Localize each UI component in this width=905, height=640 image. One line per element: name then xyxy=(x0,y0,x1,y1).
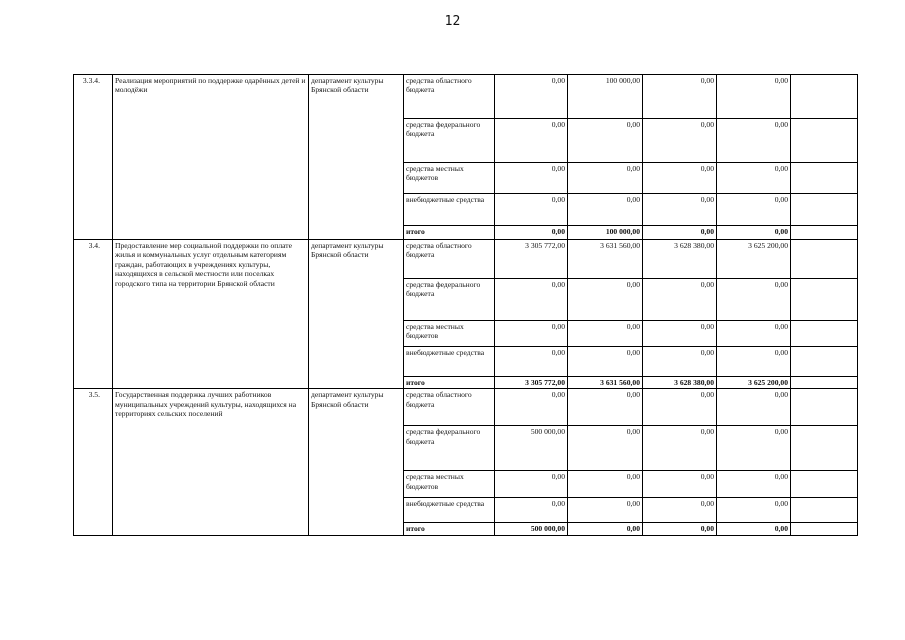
empty-cell xyxy=(791,75,858,119)
item-name: Предоставление мер социальной поддержки по оплате жилья и коммунальных услуг отдельным категориям граждан, работающих в учреждениях культуры, находящихся в сельской местности или поселках городского типа на территории Брянской области xyxy=(113,240,309,389)
amount-cell: 0,00 xyxy=(495,194,568,226)
amount-cell: 0,00 xyxy=(568,347,643,377)
amount-cell: 0,00 xyxy=(495,498,568,523)
amount-cell: 0,00 xyxy=(643,163,717,194)
item-name: Реализация мероприятий по поддержке одарённых детей и молодёжи xyxy=(113,75,309,240)
table-row xyxy=(74,240,858,279)
amount-cell: 0,00 xyxy=(495,321,568,347)
amount-cell: 0,00 xyxy=(643,389,717,426)
amount-cell: 0,00 xyxy=(495,163,568,194)
amount-cell: 0,00 xyxy=(643,523,717,535)
page-number: 12 xyxy=(444,14,461,29)
amount-cell: 0,00 xyxy=(717,75,791,119)
empty-cell xyxy=(791,471,858,498)
amount-cell: 0,00 xyxy=(717,347,791,377)
funding-source: средства областного бюджета xyxy=(404,389,495,426)
amount-cell: 0,00 xyxy=(643,75,717,119)
empty-cell xyxy=(791,523,858,535)
amount-cell: 0,00 xyxy=(495,75,568,119)
amount-cell: 0,00 xyxy=(568,498,643,523)
amount-cell: 0,00 xyxy=(568,389,643,426)
funding-source: средства областного бюджета xyxy=(404,75,495,119)
amount-cell: 0,00 xyxy=(717,194,791,226)
item-code: 3.3.4. xyxy=(74,75,113,240)
amount-cell: 100 000,00 xyxy=(568,75,643,119)
amount-cell: 0,00 xyxy=(717,279,791,321)
amount-cell: 0,00 xyxy=(717,523,791,535)
item-code: 3.5. xyxy=(74,389,113,535)
amount-cell: 0,00 xyxy=(717,163,791,194)
empty-cell xyxy=(791,194,858,226)
amount-cell: 0,00 xyxy=(495,119,568,163)
empty-cell xyxy=(791,377,858,389)
funding-source: средства федерального бюджета xyxy=(404,426,495,471)
amount-cell: 500 000,00 xyxy=(495,523,568,535)
amount-cell: 0,00 xyxy=(717,426,791,471)
funding-source: средства местных бюджетов xyxy=(404,321,495,347)
amount-cell: 0,00 xyxy=(568,194,643,226)
amount-cell: 0,00 xyxy=(643,498,717,523)
empty-cell xyxy=(791,240,858,279)
item-name: Государственная поддержка лучших работников муниципальных учреждений культуры, находящихся на территориях сельских поселений xyxy=(113,389,309,535)
amount-cell: 3 628 380,00 xyxy=(643,377,717,389)
amount-cell: 0,00 xyxy=(495,226,568,240)
amount-cell: 0,00 xyxy=(568,279,643,321)
amount-cell: 0,00 xyxy=(568,119,643,163)
funding-source: средства местных бюджетов xyxy=(404,471,495,498)
empty-cell xyxy=(791,498,858,523)
amount-cell: 0,00 xyxy=(568,163,643,194)
amount-cell: 0,00 xyxy=(643,226,717,240)
empty-cell xyxy=(791,226,858,240)
amount-cell: 0,00 xyxy=(568,523,643,535)
table-body xyxy=(74,75,858,536)
table-row xyxy=(74,75,858,119)
amount-cell: 0,00 xyxy=(495,279,568,321)
amount-cell: 3 631 560,00 xyxy=(568,240,643,279)
funding-source: средства федерального бюджета xyxy=(404,119,495,163)
funding-source: внебюджетные средства xyxy=(404,347,495,377)
empty-cell xyxy=(791,279,858,321)
amount-cell: 3 305 772,00 xyxy=(495,240,568,279)
amount-cell: 0,00 xyxy=(495,389,568,426)
amount-cell: 0,00 xyxy=(643,119,717,163)
funding-source: средства федерального бюджета xyxy=(404,279,495,321)
amount-cell: 3 305 772,00 xyxy=(495,377,568,389)
amount-cell: 0,00 xyxy=(568,426,643,471)
funding-source: средства областного бюджета xyxy=(404,240,495,279)
empty-cell xyxy=(791,347,858,377)
item-executor: департамент культуры Брянской области xyxy=(309,75,404,240)
amount-cell: 3 625 200,00 xyxy=(717,377,791,389)
budget-table xyxy=(73,74,858,536)
amount-cell: 0,00 xyxy=(568,321,643,347)
amount-cell: 0,00 xyxy=(717,119,791,163)
amount-cell: 0,00 xyxy=(643,279,717,321)
item-executor: департамент культуры Брянской области xyxy=(309,240,404,389)
item-executor: департамент культуры Брянской области xyxy=(309,389,404,535)
amount-cell: 0,00 xyxy=(643,471,717,498)
funding-source: внебюджетные средства xyxy=(404,498,495,523)
table-row xyxy=(74,389,858,426)
empty-cell xyxy=(791,321,858,347)
amount-cell: 0,00 xyxy=(495,347,568,377)
amount-cell: 100 000,00 xyxy=(568,226,643,240)
amount-cell: 0,00 xyxy=(717,321,791,347)
empty-cell xyxy=(791,389,858,426)
amount-cell: 3 628 380,00 xyxy=(643,240,717,279)
amount-cell: 3 631 560,00 xyxy=(568,377,643,389)
amount-cell: 500 000,00 xyxy=(495,426,568,471)
funding-source: итого xyxy=(404,523,495,535)
funding-source: итого xyxy=(404,377,495,389)
empty-cell xyxy=(791,163,858,194)
amount-cell: 0,00 xyxy=(643,321,717,347)
empty-cell xyxy=(791,119,858,163)
amount-cell: 0,00 xyxy=(568,471,643,498)
amount-cell: 0,00 xyxy=(717,471,791,498)
amount-cell: 0,00 xyxy=(717,226,791,240)
funding-source: средства местных бюджетов xyxy=(404,163,495,194)
amount-cell: 0,00 xyxy=(717,498,791,523)
amount-cell: 3 625 200,00 xyxy=(717,240,791,279)
item-code: 3.4. xyxy=(74,240,113,389)
amount-cell: 0,00 xyxy=(643,426,717,471)
amount-cell: 0,00 xyxy=(643,347,717,377)
funding-source: внебюджетные средства xyxy=(404,194,495,226)
amount-cell: 0,00 xyxy=(495,471,568,498)
funding-source: итого xyxy=(404,226,495,240)
empty-cell xyxy=(791,426,858,471)
amount-cell: 0,00 xyxy=(717,389,791,426)
amount-cell: 0,00 xyxy=(643,194,717,226)
